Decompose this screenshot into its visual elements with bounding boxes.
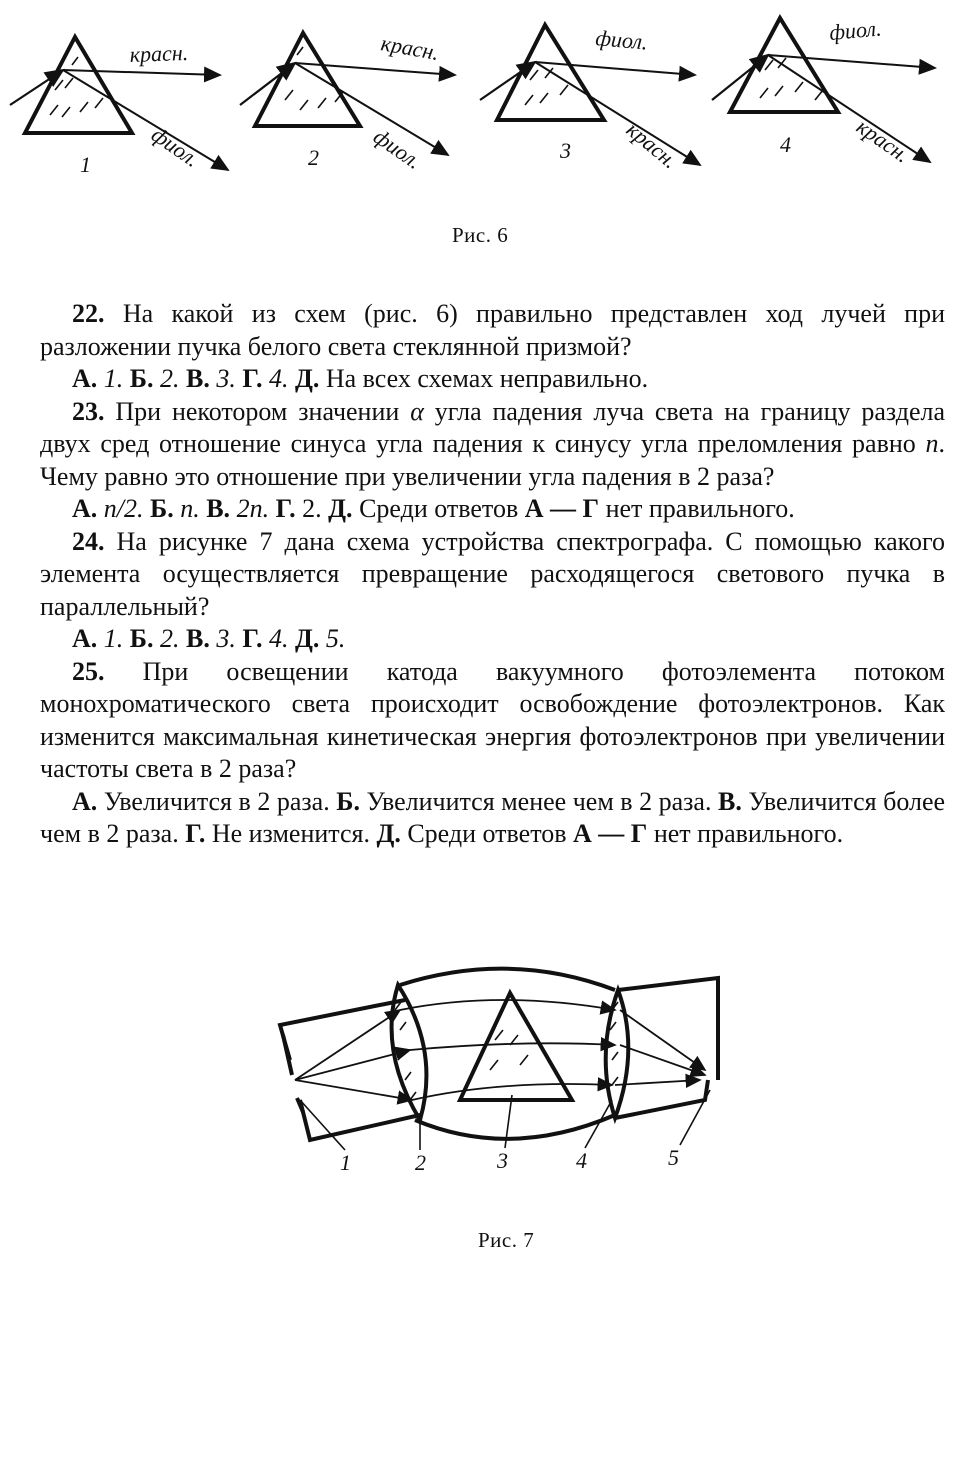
q22-opt-d-key: Г. bbox=[242, 364, 263, 393]
q23-tail-text: нет правильного. bbox=[605, 494, 795, 523]
q23-opt-e: Среди ответов bbox=[359, 494, 519, 523]
q24-opt-c-key: В. bbox=[185, 624, 210, 653]
q23-opt-c-key: В. bbox=[206, 494, 231, 523]
q22-opt-b-key: Б. bbox=[129, 364, 154, 393]
questions bbox=[40, 298, 945, 851]
scheme-1-number: 1 bbox=[80, 152, 91, 177]
q24-opt-e: 5. bbox=[325, 624, 346, 653]
q23-opt-b-key: Б. bbox=[150, 494, 174, 523]
q23-opt-d: 2. bbox=[302, 494, 322, 523]
q25-opt-d-key: Г. bbox=[185, 819, 206, 848]
fig7-label-2: 2 bbox=[415, 1150, 426, 1175]
q22-opt-e-key: Д. bbox=[294, 364, 320, 393]
spectrograph-body bbox=[400, 969, 615, 990]
q25-opt-b-key: Б. bbox=[336, 786, 360, 816]
q24-opt-a-key: А. bbox=[72, 624, 98, 653]
q25-tail-range: А — Г bbox=[573, 819, 648, 848]
q23-alpha: α bbox=[410, 396, 424, 426]
q24-opt-a: 1. bbox=[103, 624, 124, 653]
scheme-2-top-label: красн. bbox=[379, 30, 442, 66]
q25-opt-b: Увеличится менее чем в 2 раза. bbox=[366, 786, 712, 816]
q22-opt-a-key: А. bbox=[72, 364, 98, 393]
q22-opt-d: 4. bbox=[268, 364, 289, 393]
q23-tail-range: А — Г bbox=[524, 494, 600, 523]
q25-opt-a-key: А. bbox=[72, 786, 98, 816]
q23-n: n bbox=[925, 429, 939, 458]
fig7-label-5: 5 bbox=[668, 1145, 679, 1170]
q25-options bbox=[40, 786, 945, 851]
q25-number: 25. bbox=[72, 656, 105, 686]
q23-number: 23. bbox=[72, 396, 105, 426]
q25-opt-a: Увеличится в 2 раза. bbox=[103, 786, 330, 816]
fig7-label-3: 3 bbox=[497, 1148, 508, 1173]
figure-6 bbox=[0, 0, 963, 215]
scheme-1-bottom-label: фиол. bbox=[147, 121, 205, 173]
question-23 bbox=[40, 396, 945, 494]
q24-opt-b-key: Б. bbox=[129, 624, 154, 653]
scheme-2-bottom-label: фиол. bbox=[369, 123, 427, 175]
scheme-1-top-label: красн. bbox=[129, 39, 189, 67]
q25-opt-e-key: Д. bbox=[376, 819, 401, 848]
q22-opt-c: 3. bbox=[216, 364, 236, 393]
q22-opt-e: На всех схемах неправильно. bbox=[325, 364, 649, 393]
q24-text: На рисунке 7 дана схема устройства спектрографа. С помощью какого элемента осуществляется превращение расходящегося светового пучка в параллельный? bbox=[40, 526, 945, 621]
question-24 bbox=[40, 526, 945, 624]
q22-number: 22. bbox=[72, 299, 105, 328]
figure-6-caption: Рис. 6 bbox=[452, 223, 509, 247]
question-25 bbox=[40, 656, 945, 786]
scheme-3-number: 3 bbox=[560, 138, 571, 163]
q25-opt-d: Не изменится. bbox=[211, 819, 370, 848]
scheme-3-top-label: фиол. bbox=[594, 25, 649, 55]
q24-opt-d: 4. bbox=[268, 624, 289, 653]
question-22 bbox=[40, 298, 945, 363]
q24-opt-c: 3. bbox=[216, 624, 236, 653]
q25-opt-e: Среди ответов bbox=[407, 819, 567, 848]
q24-options bbox=[40, 623, 945, 656]
q25-text: При освещении катода вакуумного фотоэлемента потоком монохроматического света происходит освобождение фотоэлектронов. Как изменится максимальная кинетическая энергия фотоэлектронов при увеличении частоты света в 2 раза? bbox=[40, 656, 945, 783]
q24-opt-b: 2. bbox=[159, 624, 180, 653]
q25-tail-text: нет правильного. bbox=[653, 819, 844, 848]
q22-text: На какой из схем (рис. 6) правильно представлен ход лучей при разложении пучка белого света стеклянной призмой? bbox=[40, 299, 946, 361]
q23-opt-a-key: А. bbox=[72, 494, 98, 523]
camera-tube bbox=[618, 978, 718, 1080]
scheme-2-number: 2 bbox=[308, 145, 319, 170]
fig7-label-4: 4 bbox=[576, 1148, 587, 1173]
q24-opt-e-key: Д. bbox=[294, 624, 320, 653]
q23-opt-e-key: Д. bbox=[328, 494, 353, 523]
q24-number: 24. bbox=[72, 526, 105, 556]
q22-options bbox=[40, 363, 945, 396]
q25-opt-c-key: В. bbox=[718, 786, 742, 816]
collimator-tube bbox=[280, 1000, 405, 1060]
scheme-4-bottom-label: красн. bbox=[852, 113, 915, 168]
scheme-4-top-label: фиол. bbox=[828, 15, 883, 45]
figure-7-caption: Рис. 7 bbox=[478, 1228, 535, 1252]
q23-opt-d-key: Г. bbox=[275, 494, 296, 523]
q24-opt-d-key: Г. bbox=[242, 624, 263, 653]
q23-text-a: При некотором значении bbox=[115, 396, 400, 426]
fig7-label-1: 1 bbox=[340, 1150, 351, 1175]
q23-text-c: . Чему равно это отношение при увеличении угла падения в 2 раза? bbox=[40, 429, 946, 491]
scheme-4-number: 4 bbox=[780, 132, 791, 157]
q23-options bbox=[40, 493, 945, 526]
q23-opt-b: n. bbox=[180, 494, 200, 523]
scheme-3-bottom-label: красн. bbox=[621, 116, 683, 174]
q25-opt-c: Увеличится более чем в 2 раза. bbox=[40, 786, 946, 848]
q23-text-b: угла падения луча света на границу раздела двух сред отношение синуса угла падения к синусу угла преломления равно bbox=[40, 396, 945, 458]
q22-opt-a: 1. bbox=[103, 364, 124, 393]
q22-opt-b: 2. bbox=[159, 364, 180, 393]
figure-7 bbox=[0, 960, 963, 1190]
q22-opt-c-key: В. bbox=[185, 364, 210, 393]
q23-opt-a: n/2. bbox=[103, 494, 144, 523]
q23-opt-c: 2n. bbox=[236, 494, 270, 523]
